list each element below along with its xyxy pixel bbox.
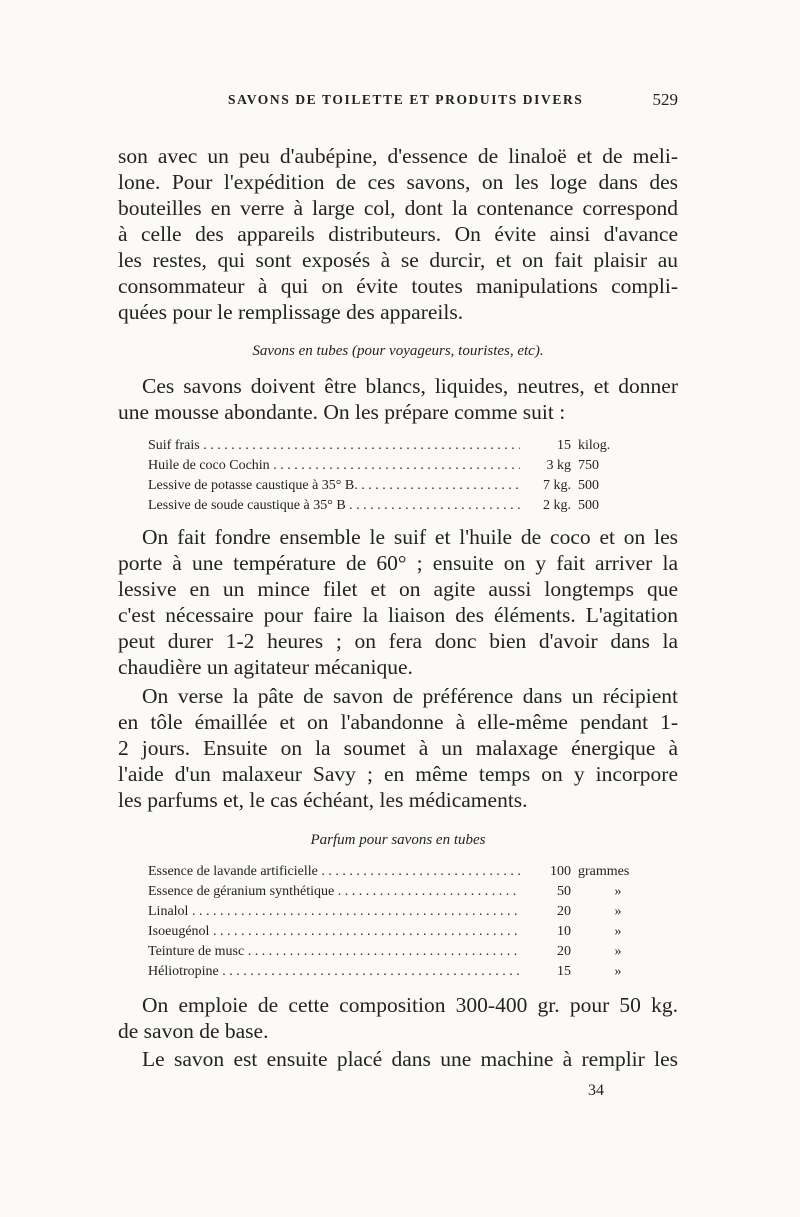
text-line: à celle des appareils distributeurs. On évite ainsi d'avance [118, 222, 678, 246]
ditto-mark: » [614, 884, 622, 899]
text-line: quées pour le remplissage des appareils. [118, 300, 464, 324]
ingredient-name: Lessive de potasse caustique à 35° B. . . . [148, 476, 520, 496]
text-line: une mousse abondante. On les prépare comme suit : [118, 400, 566, 424]
ditto-mark: » [614, 944, 622, 959]
ingredient-qty: 2 kg. [543, 498, 571, 513]
recipe-row [148, 862, 648, 882]
page-number: 529 [652, 90, 678, 109]
text-line: lessive en un mince filet et on agite aussi longtemps que [118, 577, 678, 601]
ingredient-qty: 15 [557, 964, 571, 979]
text-line: On emploie de cette composition 300-400 gr. pour 50 kg. [142, 993, 678, 1017]
text-line: porte à une température de 60° ; ensuite on y fait arriver la [118, 551, 678, 575]
recipe-row [148, 922, 648, 942]
text-line: en tôle émaillée et on l'abandonne à elle-même pendant 1- [118, 710, 678, 734]
running-title: SAVONS DE TOILETTE ET PRODUITS DIVERS [228, 92, 584, 107]
text-line: peut durer 1-2 heures ; on fera donc bien d'avoir dans la [118, 629, 678, 653]
ingredient-name: Lessive de soude caustique à 35° B . . . [148, 496, 520, 516]
text-line: les parfums et, le cas échéant, les médicaments. [118, 788, 528, 812]
ingredient-name: Suif frais . . . [148, 436, 520, 456]
recipe-row [148, 902, 648, 922]
text-line: 2 jours. Ensuite on la soumet à un malaxage énergique à [118, 736, 678, 760]
recipe-row [148, 456, 648, 476]
text-line: c'est nécessaire pour faire la liaison des éléments. L'agitation [118, 603, 678, 627]
ingredient-qty: 20 [557, 904, 571, 919]
recipe-row [148, 882, 648, 902]
ingredient-qty: 15 [557, 438, 571, 453]
text-line: son avec un peu d'aubépine, d'essence de linaloë et de meli- [118, 144, 678, 168]
ingredient-name: Isoeugénol . . . [148, 922, 520, 942]
ingredient-qty: 7 kg. [543, 478, 571, 493]
ingredient-unit: 500 [578, 478, 599, 493]
signature-mark: 34 [588, 1082, 604, 1099]
ingredient-qty: 20 [557, 944, 571, 959]
text-line: lone. Pour l'expédition de ces savons, on les loge dans des [118, 170, 678, 194]
ingredient-unit: grammes [578, 864, 630, 879]
text-line: l'aide d'un malaxeur Savy ; en même temps on y incorpore [118, 762, 678, 786]
ditto-mark: » [614, 924, 622, 939]
text-line: Le savon est ensuite placé dans une machine à remplir les [142, 1047, 678, 1071]
ingredient-qty: 50 [557, 884, 571, 899]
ingredient-name: Essence de lavande artificielle . . . [148, 862, 520, 882]
text-line: les restes, qui sont exposés à se durcir, et on fait plaisir au [118, 248, 678, 272]
recipe-row [148, 962, 648, 982]
recipe-row [148, 476, 648, 496]
ingredient-unit: 750 [578, 458, 599, 473]
ingredient-name: Teinture de musc . . . [148, 942, 520, 962]
recipe-row [148, 496, 648, 516]
text-line: de savon de base. [118, 1019, 269, 1043]
text-line: bouteilles en verre à large col, dont la contenance correspond [118, 196, 678, 220]
text-line: chaudière un agitateur mécanique. [118, 655, 413, 679]
recipe-row [148, 942, 648, 962]
ingredient-name: Linalol . . . [148, 902, 520, 922]
ingredient-name: Huile de coco Cochin . . . [148, 456, 520, 476]
ingredient-qty: 3 kg [546, 458, 571, 473]
ingredient-qty: 10 [557, 924, 571, 939]
ingredient-unit: 500 [578, 498, 599, 513]
section-heading-savons-en-tubes: Savons en tubes (pour voyageurs, touristes, etc). [252, 343, 544, 359]
text-line: On verse la pâte de savon de préférence dans un récipient [142, 684, 678, 708]
recipe-row [148, 436, 648, 456]
ditto-mark: » [614, 904, 622, 919]
running-header [118, 92, 678, 116]
ingredient-name: Essence de géranium synthétique . . . [148, 882, 520, 902]
text-line: On fait fondre ensemble le suif et l'huile de coco et on les [142, 525, 678, 549]
text-line: consommateur à qui on évite toutes manipulations compli- [118, 274, 678, 298]
ingredient-name: Héliotropine . . . [148, 962, 520, 982]
ditto-mark: » [614, 964, 622, 979]
section-heading-parfum: Parfum pour savons en tubes [310, 832, 486, 848]
ingredient-qty: 100 [550, 864, 571, 879]
text-line: Ces savons doivent être blancs, liquides, neutres, et donner [142, 374, 678, 398]
ingredient-unit: kilog. [578, 438, 611, 453]
